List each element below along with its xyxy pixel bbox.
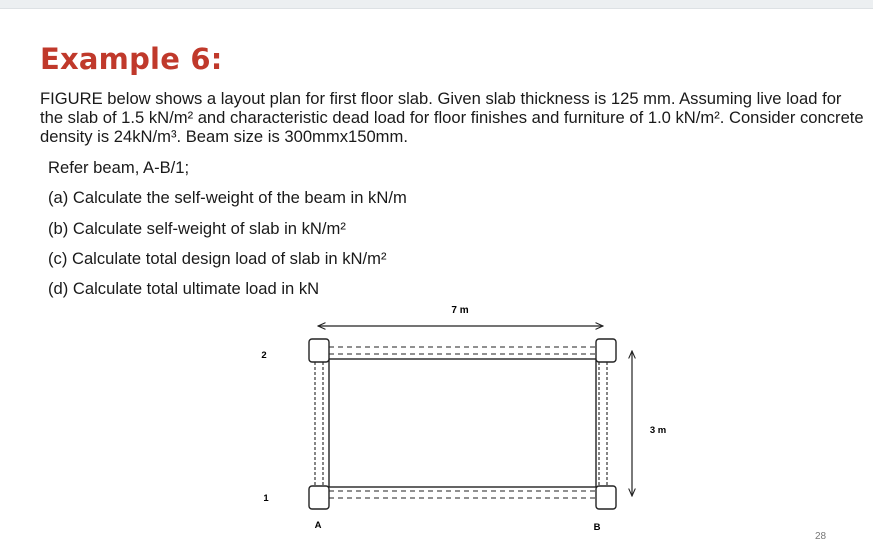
slide-title: Example 6: bbox=[40, 42, 223, 76]
slab-panel bbox=[329, 359, 596, 487]
question-d: (d) Calculate total ultimate load in kN bbox=[48, 279, 320, 298]
column-b1 bbox=[596, 486, 616, 509]
problem-statement: FIGURE below shows a layout plan for first floor slab. Given slab thickness is 125 mm. Assuming live load for the slab of 1.5 kN/m² and characteristic dead load for floor finishes and furniture of 1.0 kN/m². Consider concrete density is 24kN/m³. Beam size is 300mmx150mm. bbox=[40, 89, 864, 146]
beam-left bbox=[315, 362, 323, 486]
grid-row-1-label: 1 bbox=[263, 493, 269, 504]
beam-right bbox=[599, 362, 607, 486]
column-b2 bbox=[596, 339, 616, 362]
question-c: (c) Calculate total design load of slab in kN/m² bbox=[48, 249, 387, 268]
question-b: (b) Calculate self-weight of slab in kN/m² bbox=[48, 219, 346, 238]
grid-col-a-label: A bbox=[314, 520, 322, 531]
column-a2 bbox=[309, 339, 329, 362]
page-number: 28 bbox=[815, 531, 827, 542]
span-label: 7 m bbox=[451, 305, 469, 316]
beam-bottom bbox=[329, 491, 596, 498]
column-a1 bbox=[309, 486, 329, 509]
grid-col-b-label: B bbox=[593, 522, 601, 533]
height-label: 3 m bbox=[649, 425, 667, 436]
grid-row-2-label: 2 bbox=[261, 350, 267, 361]
question-reference: Refer beam, A-B/1; bbox=[48, 158, 190, 177]
question-a: (a) Calculate the self-weight of the beam in kN/m bbox=[48, 188, 407, 207]
beam-top bbox=[329, 347, 596, 354]
